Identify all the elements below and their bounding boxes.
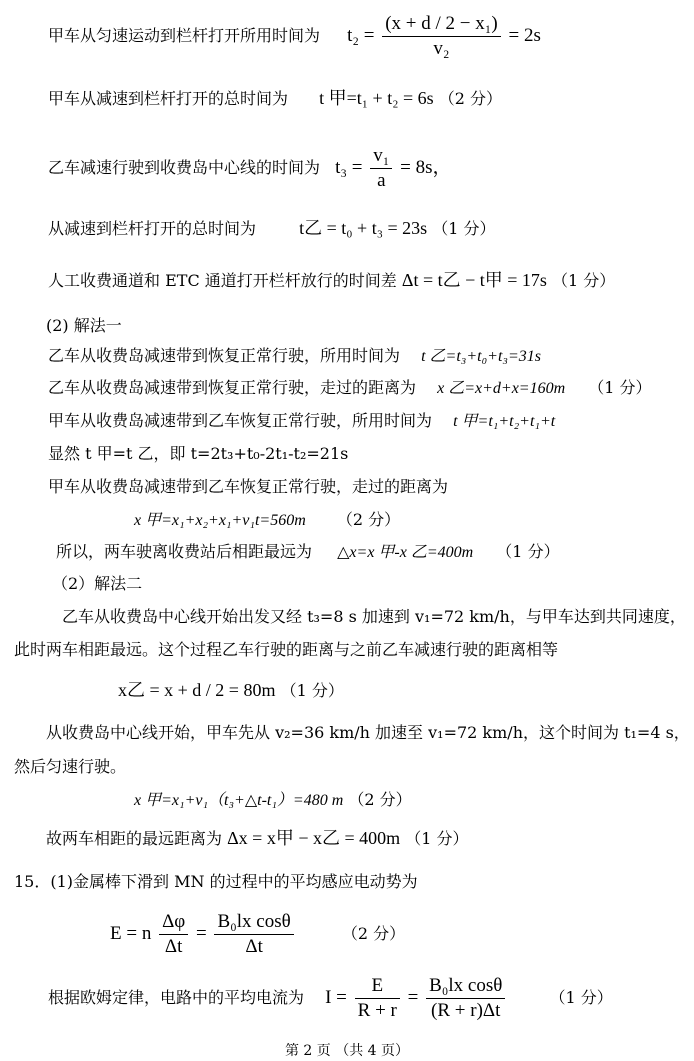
eq-t2 — [347, 14, 541, 59]
line-13 — [56, 542, 560, 563]
line-15: 乙车从收费岛中心线开始出发又经 t₃=8 s 加速到 v₁=72 km/h，与甲车达到共同速度， — [62, 607, 686, 626]
eq-emf-num2: B₀lx cosθ — [214, 912, 293, 935]
eq-emf-equals: = — [196, 922, 207, 944]
eq-emf-frac1 — [159, 912, 188, 957]
score-2: （2 分） — [438, 89, 502, 108]
eq-emf — [110, 912, 297, 957]
eq-current-frac2 — [426, 976, 505, 1021]
line-24 — [48, 976, 613, 1021]
line-13-text: 所以，两车驶离收费站后相距最远为 — [56, 542, 313, 561]
line-10: 显然 t 甲=t 乙，即 t=2t₃+t₀-2t₁-t₂=21s — [48, 444, 349, 463]
eq-emf-frac2 — [214, 912, 293, 957]
eq-l17: x乙 = x + d / 2 = 80m — [118, 680, 276, 700]
eq-t3-den: a — [377, 170, 386, 191]
line-18: 从收费岛中心线开始，甲车先从 v₂=36 km/h 加速至 v₁=72 km/h，这个时间为 t₁=4 s， — [46, 723, 690, 742]
line-5 — [48, 270, 615, 291]
line-7-text: 乙车从收费岛减速带到恢复正常行驶，所用时间为 — [48, 346, 401, 365]
eq-t3-frac — [370, 146, 392, 191]
eq-current-frac1 — [355, 976, 400, 1021]
line-11: 甲车从收费岛减速带到乙车恢复正常行驶，走过的距离为 — [48, 477, 449, 496]
method-two-heading: （2）解法二 — [52, 574, 143, 593]
eq-t-jia: t 甲=t₁ + t₂ = 6s — [319, 88, 434, 108]
line-8 — [48, 378, 652, 399]
line-5-text: 人工收费通道和 ETC 通道打开栏杆放行的时间差 — [48, 271, 397, 290]
line-7 — [48, 346, 541, 367]
score-8: （1 分） — [588, 378, 652, 397]
score-20: （2 分） — [348, 790, 412, 809]
line-3-text: 乙车减速行驶到收费岛中心线的时间为 — [48, 158, 321, 177]
line-4 — [48, 218, 496, 239]
eq-l12: x 甲=x₁+x₂+x₁+v₁t=560m — [134, 512, 306, 529]
page-footer: 第 2 页 （共 4 页） — [284, 1043, 410, 1059]
eq-emf-den1: Δt — [164, 936, 183, 957]
method-one-heading: (2) 解法一 — [46, 316, 122, 335]
eq-t3-lhs: t₃ = — [335, 156, 363, 178]
line-2-text: 甲车从减速到栏杆打开的总时间为 — [48, 89, 289, 108]
line-24-text: 根据欧姆定律，电路中的平均电流为 — [48, 988, 305, 1007]
eq-t2-num: (x + d / 2 − x₁) — [382, 14, 501, 37]
line-9-text: 甲车从收费岛减速带到乙车恢复正常行驶，所用时间为 — [48, 411, 433, 430]
eq-l13: △x=x 甲-x 乙=400m — [337, 544, 474, 561]
score-17: （1 分） — [280, 681, 344, 700]
eq-emf-num1: Δφ — [159, 912, 188, 935]
line-20 — [134, 790, 412, 811]
score-24: （1 分） — [549, 988, 613, 1007]
line-21-text: 故两车相距的最远距离为 — [46, 829, 223, 848]
eq-t2-lhs: t₂ = — [347, 24, 375, 46]
line-8-text: 乙车从收费岛减速带到恢复正常行驶，走过的距离为 — [48, 378, 417, 397]
eq-current-num1: E — [355, 976, 400, 999]
eq-t3 — [335, 146, 451, 191]
eq-t3-num: v₁ — [370, 146, 392, 169]
line-9 — [48, 411, 555, 432]
eq-l8: x 乙=x+d+x=160m — [437, 380, 566, 397]
question-15-heading: 15．(1)金属棒下滑到 MN 的过程中的平均感应电动势为 — [14, 872, 418, 891]
eq-l9: t 甲=t₁+t₂+t₁+t — [453, 413, 556, 430]
eq-current-den2: (R + r)Δt — [431, 1000, 501, 1021]
line-2 — [48, 88, 502, 109]
line-21 — [46, 828, 469, 849]
eq-emf-den2: Δt — [245, 936, 263, 957]
line-16: 此时两车相距最远。这个过程乙车行驶的距离与之前乙车减速行驶的距离相等 — [14, 640, 559, 659]
score-5: （1 分） — [552, 271, 616, 290]
eq-current-equals: = — [407, 986, 419, 1008]
line-3 — [48, 146, 451, 191]
eq-emf-lhs: E = n — [110, 922, 152, 944]
line-17 — [118, 680, 344, 701]
eq-delta-t: Δt = t乙 − t甲 = 17s — [401, 270, 547, 290]
score-4: （1 分） — [432, 219, 496, 238]
eq-t-yi: t乙 = t₀ + t₃ = 23s — [299, 218, 428, 238]
line-19: 然后匀速行驶。 — [14, 757, 127, 776]
line-1 — [48, 14, 541, 59]
line-23 — [110, 912, 405, 957]
eq-t3-rhs: = 8s， — [400, 156, 452, 178]
eq-t2-rhs: = 2s — [508, 24, 541, 46]
eq-l7: t 乙=t₃+t₀+t₃=31s — [421, 348, 541, 365]
score-21: （1 分） — [405, 829, 469, 848]
eq-current-den1: R + r — [357, 1000, 397, 1021]
score-23: （2 分） — [341, 924, 406, 943]
eq-current-num2: B₀lx cosθ — [426, 976, 505, 999]
line-4-text: 从减速到栏杆打开的总时间为 — [48, 219, 257, 238]
line-1-text: 甲车从匀速运动到栏杆打开所用时间为 — [48, 26, 321, 45]
eq-t2-frac — [382, 14, 501, 59]
eq-l20: x 甲=x₁+v₁（t₃+△t-t₁）=480 m — [134, 792, 344, 809]
score-13: （1 分） — [496, 542, 560, 561]
eq-l21: Δx = x甲 − x乙 = 400m — [227, 828, 401, 848]
eq-current — [325, 976, 508, 1021]
eq-current-lhs: I = — [325, 986, 347, 1008]
eq-t2-den: v₂ — [433, 38, 450, 59]
score-12: （2 分） — [336, 510, 401, 529]
line-12 — [134, 510, 400, 531]
